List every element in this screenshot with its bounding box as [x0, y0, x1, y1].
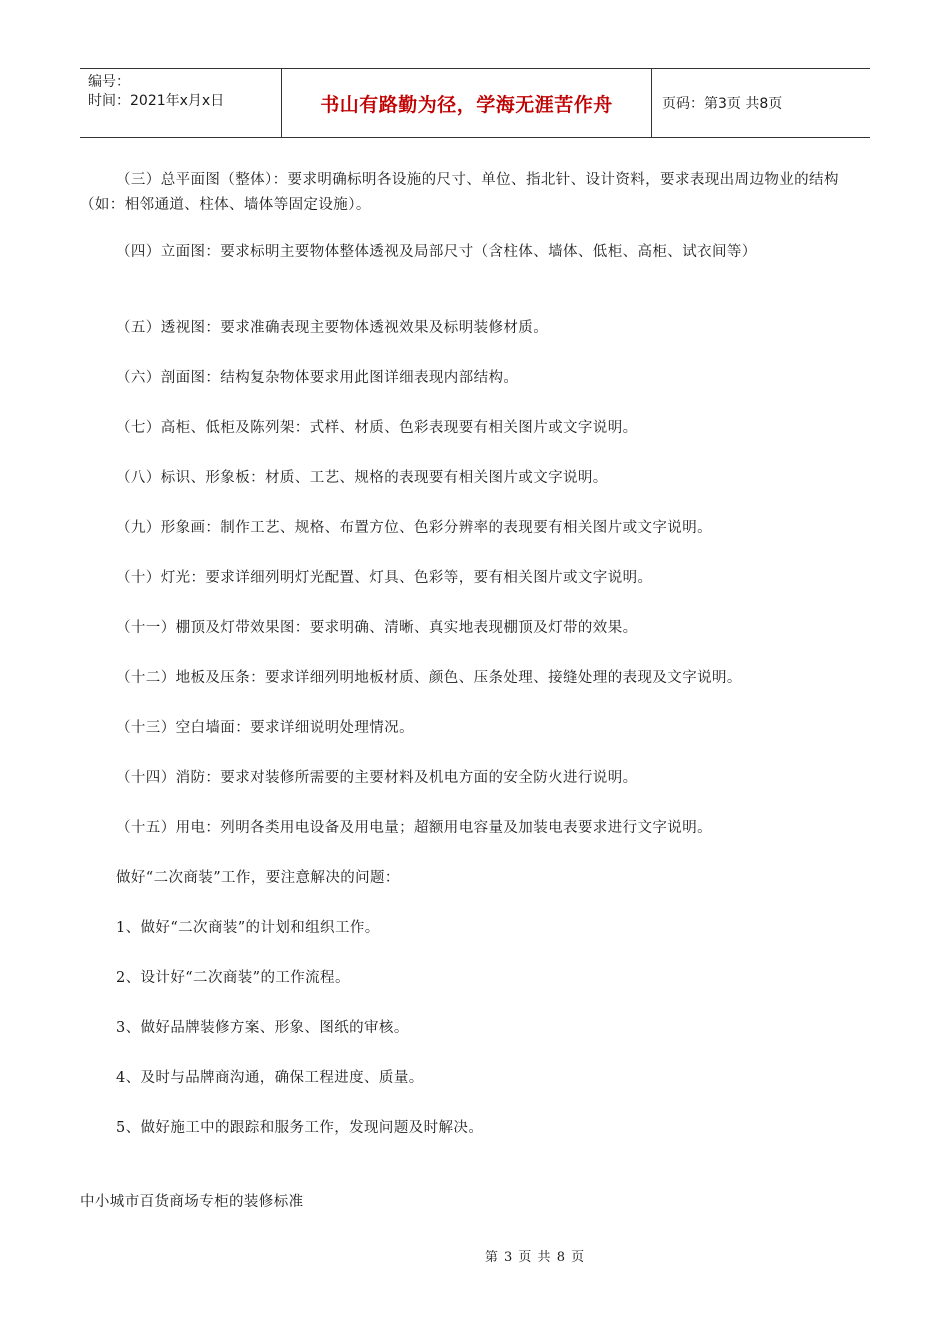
paragraph: （十四）消防：要求对装修所需要的主要材料及机电方面的安全防火进行说明。 — [116, 770, 638, 786]
paragraph: （四）立面图：要求标明主要物体整体透视及局部尺寸（含柱体、墙体、低柜、高柜、试衣间等） — [116, 244, 757, 260]
paragraph: （七）高柜、低柜及陈列架：式样、材质、色彩表现要有相关图片或文字说明。 — [116, 420, 638, 436]
paragraph: 做好“二次商装”工作，要注意解决的问题： — [116, 870, 400, 886]
list-item: 1、做好“二次商装”的计划和组织工作。 — [116, 920, 380, 936]
paragraph: （十二）地板及压条：要求详细列明地板材质、颜色、压条处理、接缝处理的表现及文字说明。 — [116, 670, 742, 686]
paragraph: （十三）空白墙面：要求详细说明处理情况。 — [116, 720, 414, 736]
paragraph: （六）剖面图：结构复杂物体要求用此图详细表现内部结构。 — [116, 370, 519, 386]
list-item: 5、做好施工中的跟踪和服务工作，发现问题及时解决。 — [116, 1120, 484, 1136]
header-meta — [80, 69, 282, 137]
paragraph: （九）形象画：制作工艺、规格、布置方位、色彩分辨率的表现要有相关图片或文字说明。 — [116, 520, 712, 536]
document-body — [80, 168, 870, 1141]
list-item: 4、及时与品牌商沟通，确保工程进度、质量。 — [116, 1070, 424, 1086]
header-motto: 书山有路勤为径，学海无涯苦作舟 — [282, 69, 652, 137]
paragraph: （三）总平面图（整体）：要求明确标明各设施的尺寸、单位、指北针、设计资料，要求表现出周边物业的结构（如：相邻通道、柱体、墙体等固定设施）。 — [80, 172, 839, 213]
paragraph: （十五）用电：列明各类用电设备及用电量；超额用电容量及加装电表要求进行文字说明。 — [116, 820, 712, 836]
page-footer: 第 3 页 共 8 页 — [484, 1250, 586, 1265]
list-item: 2、设计好“二次商装”的工作流程。 — [116, 970, 350, 986]
date-line: 时间：2021年x月x日 — [88, 93, 225, 109]
paragraph: （十）灯光：要求详细列明灯光配置、灯具、色彩等，要有相关图片或文字说明。 — [116, 570, 653, 586]
document-title: 中小城市百货商场专柜的装修标准 — [80, 1194, 304, 1210]
list-item: 3、做好品牌装修方案、形象、图纸的审核。 — [116, 1020, 409, 1036]
paragraph: （五）透视图：要求准确表现主要物体透视效果及标明装修材质。 — [116, 320, 549, 336]
page-header — [80, 68, 870, 138]
header-page-info: 页码：第3页 共8页 — [662, 96, 783, 112]
paragraph: （八）标识、形象板：材质、工艺、规格的表现要有相关图片或文字说明。 — [116, 470, 608, 486]
serial-label: 编号： — [88, 74, 130, 90]
paragraph: （十一）棚顶及灯带效果图：要求明确、清晰、真实地表现棚顶及灯带的效果。 — [116, 620, 638, 636]
